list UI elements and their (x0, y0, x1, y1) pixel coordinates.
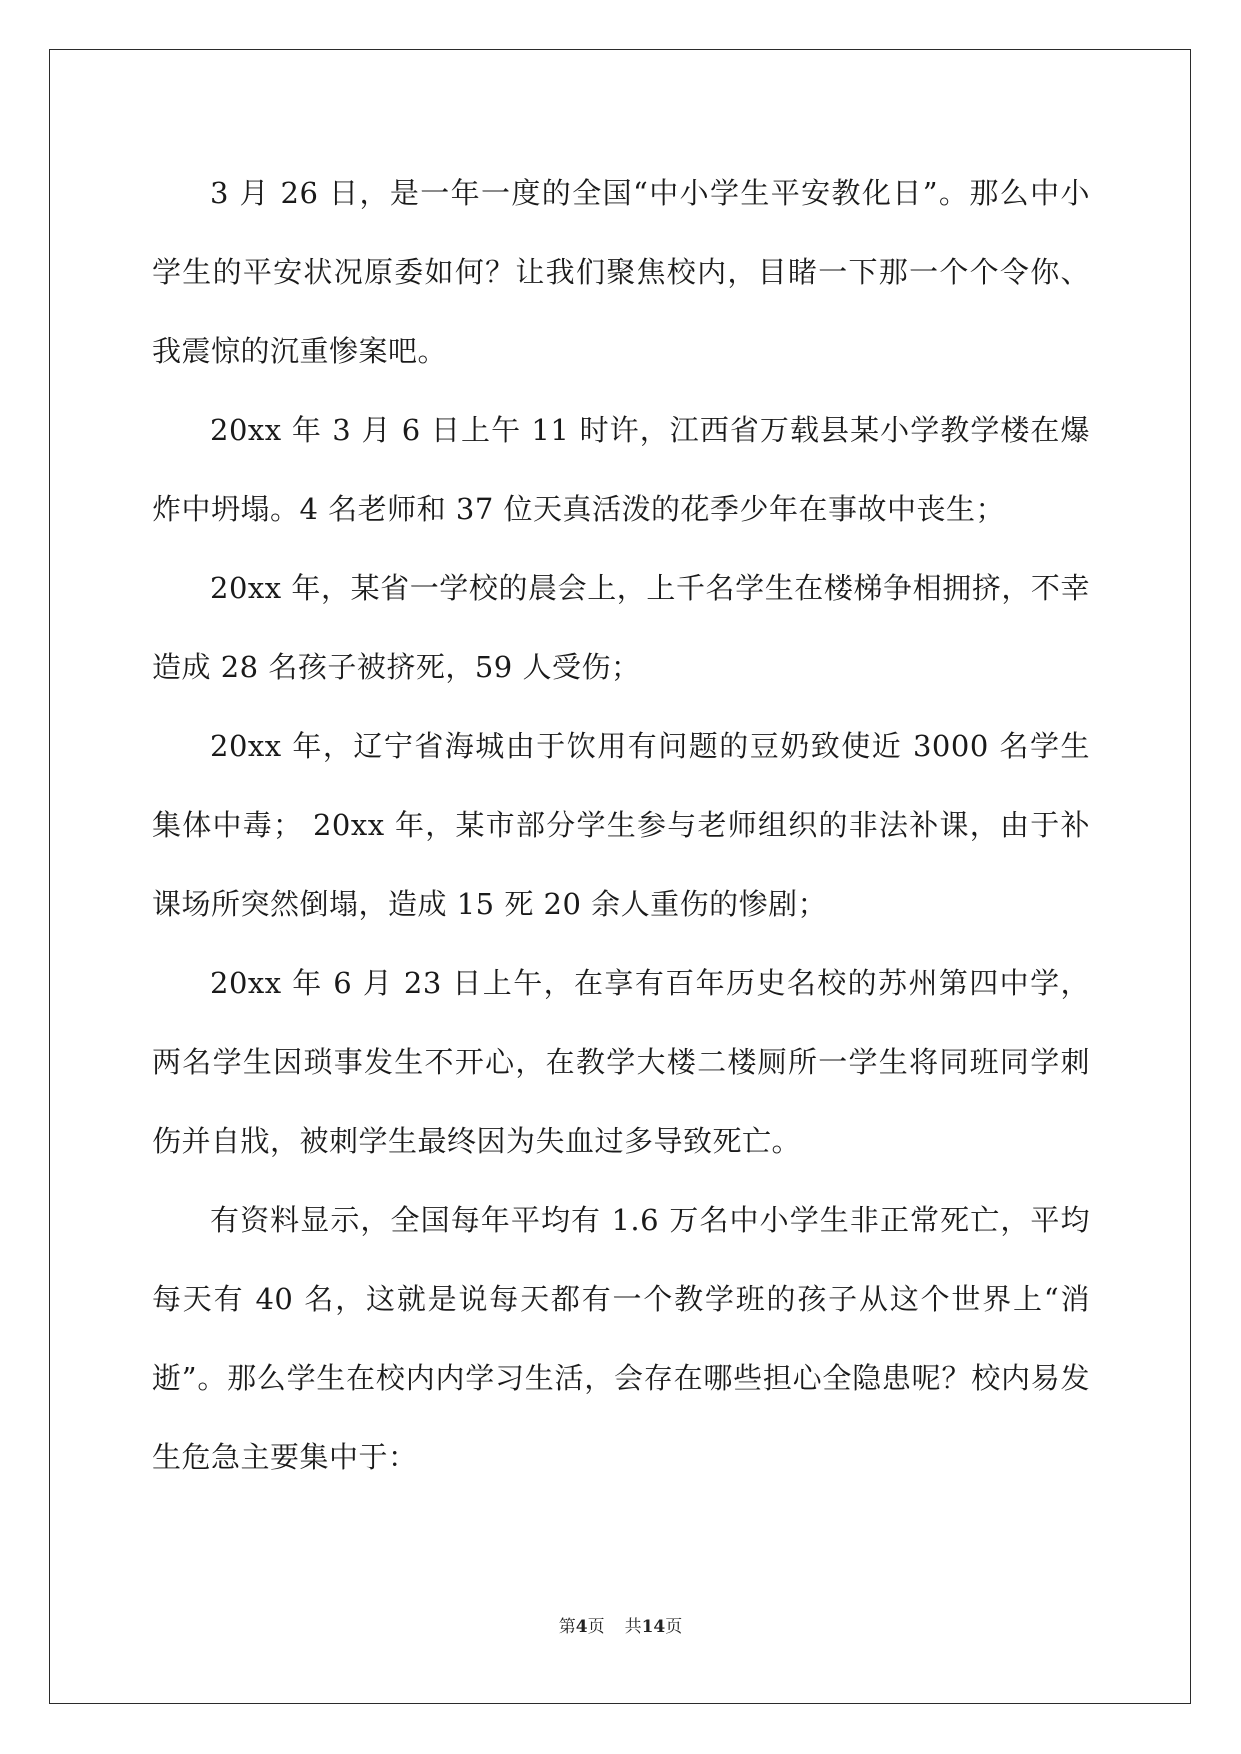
footer-total-prefix: 共 (624, 1617, 642, 1637)
document-body (152, 154, 1090, 1497)
paragraph: 20xx 年 3 月 6 日上午 11 时许，江西省万载县某小学教学楼在爆炸中坍塌。4 名老师和 37 位天真活泼的花季少年在事故中丧生； (152, 413, 1090, 526)
paragraph: 有资料显示，全国每年平均有 1.6 万名中小学生非正常死亡，平均每天有 40 名，这就是说每天都有一个教学班的孩子从这个世界上“消逝”。那么学生在校内内学习生活，会存在哪些担心全隐患呢？校内易发生危急主要集中于： (152, 1203, 1090, 1474)
page-number: 4 (575, 1617, 588, 1637)
total-pages: 14 (641, 1617, 666, 1637)
footer-page-suffix: 页 (587, 1617, 605, 1637)
footer-prefix: 第 (558, 1617, 576, 1637)
paragraph: 20xx 年 6 月 23 日上午，在享有百年历史名校的苏州第四中学，两名学生因琐事发生不开心，在教学大楼二楼厕所一学生将同班同学刺伤并自戕，被刺学生最终因为失血过多导致死亡。 (152, 966, 1090, 1158)
paragraph: 3 月 26 日，是一年一度的全国“中小学生平安教化日”。那么中小学生的平安状况原委如何？让我们聚焦校内，目睹一下那一个个令你、我震惊的沉重惨案吧。 (152, 176, 1090, 368)
paragraph: 20xx 年，辽宁省海城由于饮用有问题的豆奶致使近 3000 名学生集体中毒； 20xx 年，某市部分学生参与老师组织的非法补课，由于补课场所突然倒塌，造成 15 死 20 余人重伤的惨剧； (152, 729, 1090, 921)
paragraph: 20xx 年，某省一学校的晨会上，上千名学生在楼梯争相拥挤，不幸造成 28 名孩子被挤死，59 人受伤； (152, 571, 1090, 684)
footer-total-suffix: 页 (665, 1617, 683, 1637)
page-footer (0, 1612, 1241, 1637)
